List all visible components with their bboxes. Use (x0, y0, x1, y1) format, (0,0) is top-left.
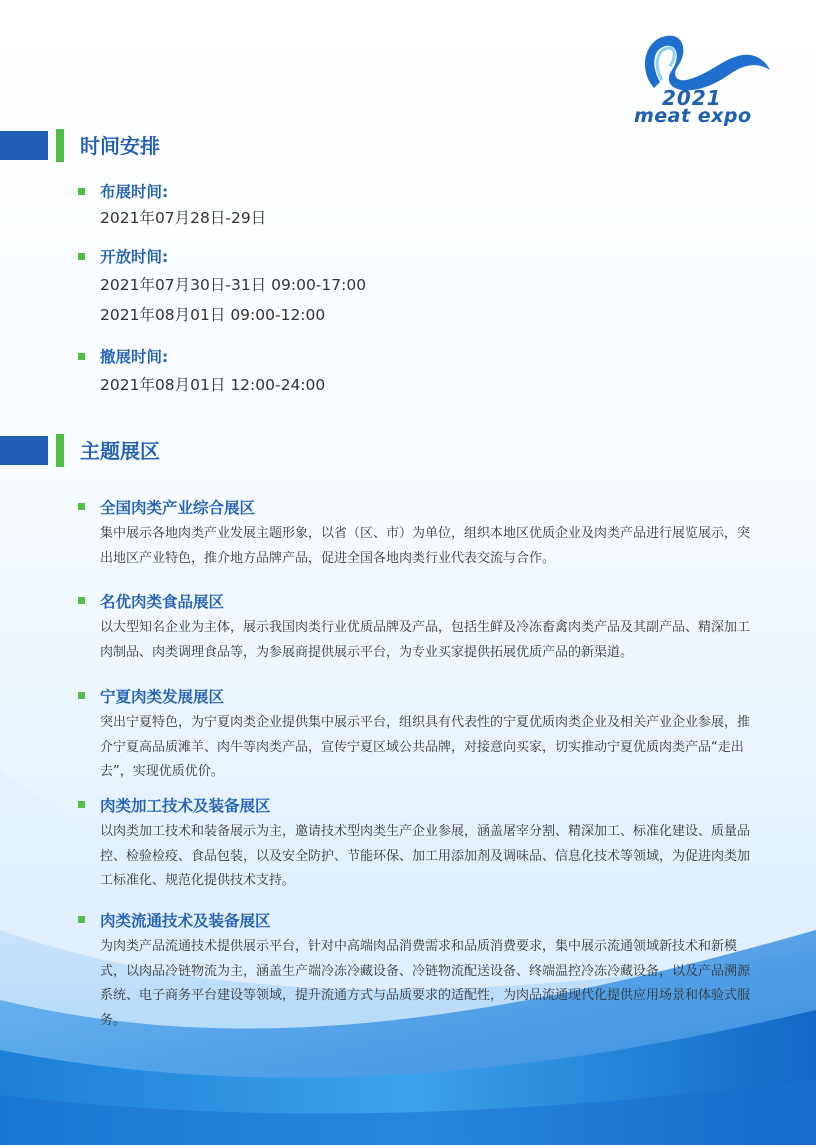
section-title: 主题展区 (80, 439, 160, 463)
expo-logo (626, 30, 776, 130)
bullet-icon (78, 916, 85, 923)
zone-description: 以大型知名企业为主体，展示我国肉类行业优质品牌及产品，包括生鲜及冷冻畜禽肉类产品及其副产品、精深加工肉制品、肉类调理食品等，为参展商提供展示平台，为专业买家提供拓展优质产品的新渠道。 (100, 620, 751, 660)
bullet-icon (78, 353, 85, 360)
zones-section-header (0, 434, 300, 470)
schedule-time: 2021年07月28日-29日 (100, 209, 267, 227)
zone-description: 集中展示各地肉类产业发展主题形象，以省（区、市）为单位，组织本地区优质企业及肉类产品进行展览展示，突出地区产业特色，推介地方品牌产品，促进全国各地肉类行业代表交流与合作。 (100, 526, 751, 566)
section-accent-bar (56, 434, 64, 467)
logo-text: meat expo (634, 105, 752, 127)
schedule-label: 撤展时间: (100, 348, 169, 366)
bullet-icon (78, 503, 85, 510)
schedule-section-header (0, 129, 300, 165)
zone-description: 以肉类加工技术和装备展示为主，邀请技术型肉类生产企业参展，涵盖屠宰分割、精深加工、标准化建设、质量品控、检验检疫、食品包装，以及安全防护、节能环保、加工用添加剂及调味品、信息化技术等领域，为促进肉类加工标准化、规范化提供技术支持。 (100, 824, 751, 888)
bullet-icon (78, 253, 85, 260)
section-title: 时间安排 (80, 134, 160, 158)
zone-description: 突出宁夏特色，为宁夏肉类企业提供集中展示平台，组织具有代表性的宁夏优质肉类企业及相关产业企业参展，推介宁夏高品质滩羊、肉牛等肉类产品，宣传宁夏区域公共品牌，对接意向买家，切实推动宁夏优质肉类产品“走出去”，实现优质优价。 (100, 715, 751, 779)
logo-year: 2021 (662, 86, 722, 110)
zone-title: 全国肉类产业综合展区 (100, 499, 256, 517)
zone-title: 宁夏肉类发展展区 (100, 688, 225, 706)
schedule-time: 2021年08月01日 12:00-24:00 (100, 376, 326, 394)
schedule-time: 2021年08月01日 09:00-12:00 (100, 306, 326, 324)
schedule-label: 开放时间: (100, 248, 169, 266)
bullet-icon (78, 692, 85, 699)
zone-title: 肉类流通技术及装备展区 (100, 912, 271, 930)
schedule-time: 2021年07月30日-31日 09:00-17:00 (100, 276, 367, 294)
zone-description: 为肉类产品流通技术提供展示平台，针对中高端肉品消费需求和品质消费要求，集中展示流通领域新技术和新模式，以肉品冷链物流为主，涵盖生产端冷冻冷藏设备、冷链物流配送设备、终端温控冷冻冷藏设备，以及产品溯源系统、电子商务平台建设等领域，提升流通方式与品质要求的适配性，为肉品流通现代化提供应用场景和体验式服务。 (100, 939, 751, 1028)
section-marker-bar (0, 436, 48, 465)
schedule-label: 布展时间: (100, 183, 169, 201)
bullet-icon (78, 188, 85, 195)
section-marker-bar (0, 131, 48, 160)
zone-title: 肉类加工技术及装备展区 (100, 797, 271, 815)
bullet-icon (78, 801, 85, 808)
bullet-icon (78, 597, 85, 604)
zone-title: 名优肉类食品展区 (100, 593, 225, 611)
section-accent-bar (56, 129, 64, 162)
